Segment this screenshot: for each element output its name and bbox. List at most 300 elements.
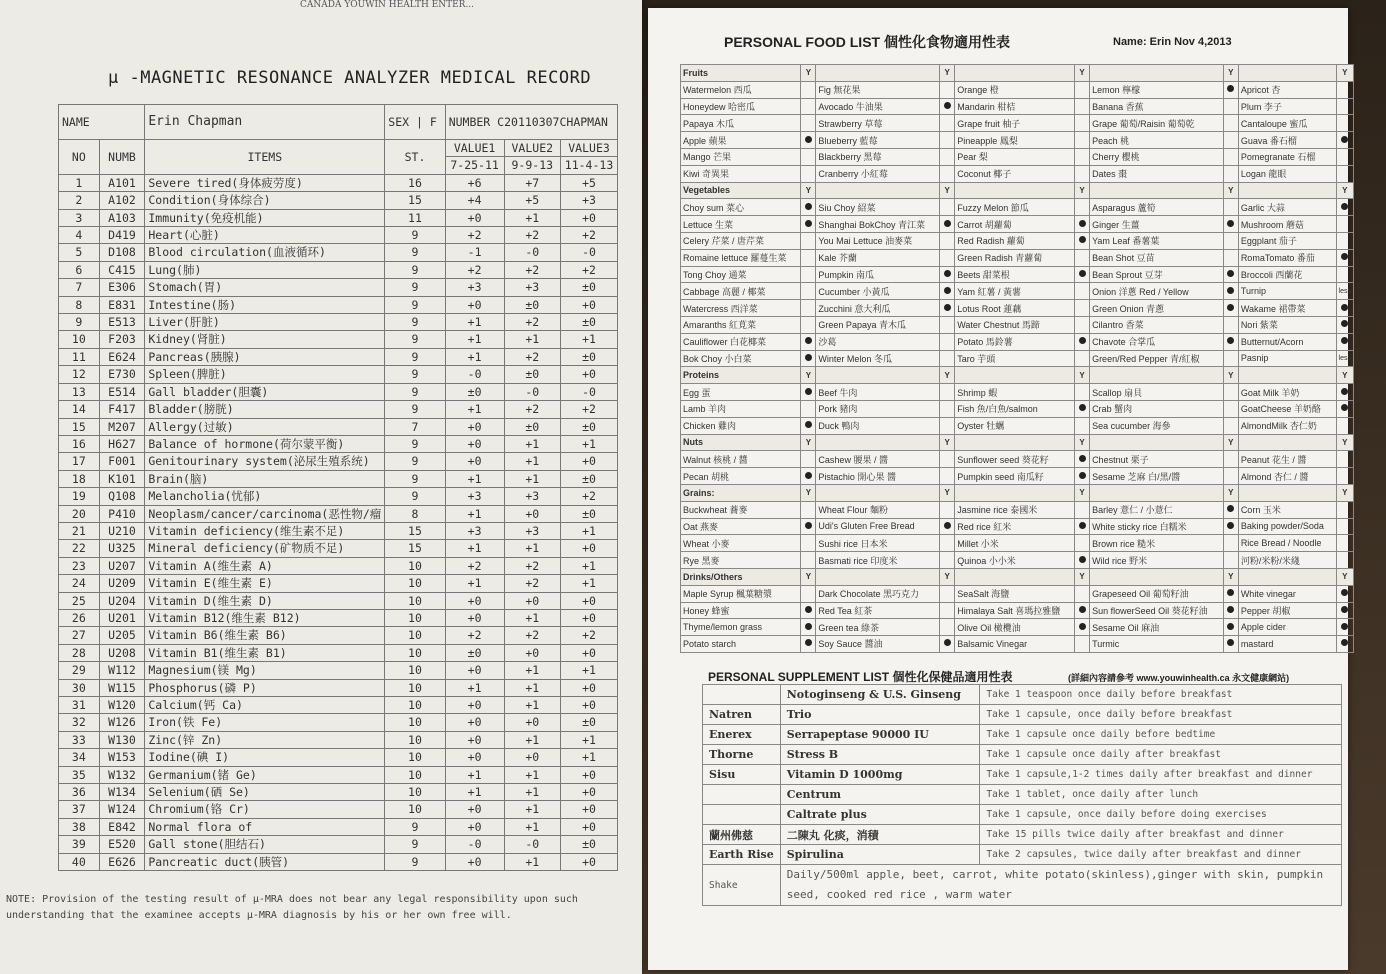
mra-table (58, 104, 618, 871)
table-row (59, 644, 618, 661)
row-standard: 15 (385, 192, 445, 209)
food-item: Cranberry 小紅莓 (816, 165, 940, 182)
food-row (681, 552, 1354, 569)
row-standard: 9 (385, 401, 445, 418)
row-value3: +0 (561, 801, 618, 818)
food-item: Grape 葡萄/Raisin 葡萄乾 (1090, 115, 1224, 132)
dot-mark (1341, 304, 1348, 311)
supplement-brand: Thorne (703, 745, 781, 765)
row-no: 4 (59, 227, 100, 244)
food-item: Mandarin 柑桔 (955, 98, 1075, 115)
page-title: μ -MAGNETIC RESONANCE ANALYZER MEDICAL RECORD (108, 68, 592, 88)
table-row (59, 662, 618, 679)
row-value1: +0 (445, 714, 504, 731)
row-item: Genitourinary system(泌尿生殖系统) (145, 453, 385, 470)
section-label: Grains: (681, 484, 801, 501)
food-item: Lemon 檸檬 (1090, 81, 1224, 98)
food-mark (940, 602, 955, 619)
row-value1: ±0 (445, 383, 504, 400)
food-mark (1223, 400, 1238, 417)
food-item: Udi's Gluten Free Bread (816, 518, 940, 535)
food-row (681, 602, 1354, 619)
food-item: Peanut 花生 / 醬 (1238, 451, 1336, 468)
food-mark (1336, 518, 1353, 535)
row-standard: 9 (385, 296, 445, 313)
row-item: Zinc(锌 Zn) (145, 731, 385, 748)
food-item: Strawberry 草莓 (816, 115, 940, 132)
food-item: Sunflower seed 葵花籽 (955, 451, 1075, 468)
row-value3: +2 (561, 627, 618, 644)
row-item: Selenium(硒 Se) (145, 784, 385, 801)
row-standard: 10 (385, 662, 445, 679)
food-section-header (681, 367, 1354, 384)
food-mark (940, 535, 955, 552)
row-value3: +0 (561, 679, 618, 696)
row-item: Condition(身体综合) (145, 192, 385, 209)
row-item: Brain(脑) (145, 470, 385, 487)
date-2: 9-9-13 (504, 157, 561, 174)
row-value1: +2 (445, 227, 504, 244)
food-mark (1336, 384, 1353, 401)
food-item: Wheat 小麥 (681, 535, 801, 552)
food-mark (801, 216, 816, 233)
row-item: Lung(肺) (145, 261, 385, 278)
row-value3: +0 (561, 766, 618, 783)
supplement-row (703, 785, 1342, 805)
y-column-label: Y (940, 568, 955, 585)
food-mark (801, 115, 816, 132)
sex-label: SEX (388, 114, 410, 129)
food-mark (1075, 400, 1090, 417)
food-mark (1336, 417, 1353, 434)
food-item: Carrot 胡蘿蔔 (955, 216, 1075, 233)
dot-mark (944, 639, 951, 646)
dot-mark (1227, 85, 1234, 92)
food-row (681, 266, 1354, 283)
supplement-brand (703, 785, 781, 805)
row-value3: +0 (561, 540, 618, 557)
dot-mark (805, 220, 812, 227)
food-mark (940, 350, 955, 367)
row-value3: -0 (561, 244, 618, 261)
row-code: W126 (99, 714, 145, 731)
food-mark (1223, 283, 1238, 300)
row-code: D108 (99, 244, 145, 261)
food-list-title: PERSONAL FOOD LIST 個性化食物適用性表 (724, 34, 1010, 50)
section-spacer (1090, 434, 1224, 451)
row-item: Chromium(铬 Cr) (145, 801, 385, 818)
row-no: 31 (59, 697, 100, 714)
dot-mark (1227, 337, 1234, 344)
food-item: Banana 香蕉 (1090, 98, 1224, 115)
row-item: Liver(肝脏) (145, 314, 385, 331)
row-no: 2 (59, 192, 100, 209)
food-row (681, 518, 1354, 535)
dot-mark (1341, 404, 1348, 411)
row-standard: 9 (385, 261, 445, 278)
food-mark (940, 501, 955, 518)
row-standard: 15 (385, 522, 445, 539)
row-value2: -0 (504, 836, 561, 853)
food-item: 河粉/米粉/米綫 (1238, 552, 1336, 569)
food-mark (1336, 148, 1353, 165)
food-mark (801, 451, 816, 468)
table-row (59, 470, 618, 487)
row-value2: +2 (504, 401, 561, 418)
table-row (59, 627, 618, 644)
table-row (59, 279, 618, 296)
food-item: Lamb 羊肉 (681, 400, 801, 417)
row-value3: +1 (561, 557, 618, 574)
row-value1: +0 (445, 435, 504, 452)
row-value3: +0 (561, 697, 618, 714)
food-mark (1075, 132, 1090, 149)
row-item: Neoplasm/cancer/carcinoma(恶性物/瘤 (145, 505, 385, 522)
row-code: F417 (99, 401, 145, 418)
food-mark (940, 333, 955, 350)
row-value2: +1 (504, 435, 561, 452)
food-row (681, 501, 1354, 518)
food-item: Turmic (1090, 636, 1224, 653)
y-column-label: Y (1223, 434, 1238, 451)
row-value3: +2 (561, 227, 618, 244)
row-value3: ±0 (561, 836, 618, 853)
row-item: Melancholia(忧郁) (145, 488, 385, 505)
dot-mark (944, 287, 951, 294)
dot-mark (1227, 606, 1234, 613)
food-mark (801, 283, 816, 300)
food-mark (1336, 199, 1353, 216)
food-mark (1075, 266, 1090, 283)
food-table (680, 64, 1354, 653)
dot-mark (1079, 606, 1086, 613)
row-value3: ±0 (561, 418, 618, 435)
row-value1: -0 (445, 836, 504, 853)
sex-value: F (429, 114, 437, 129)
dot-mark (1341, 203, 1348, 210)
row-value2: +0 (504, 749, 561, 766)
y-column-label: Y (940, 182, 955, 199)
y-column-label: Y (940, 65, 955, 82)
row-value2: +1 (504, 540, 561, 557)
food-mark (1075, 232, 1090, 249)
food-section-header (681, 434, 1354, 451)
food-item: Pineapple 鳳梨 (955, 132, 1075, 149)
row-standard: 9 (385, 453, 445, 470)
dot-mark (805, 354, 812, 361)
food-item: Taro 芋頭 (955, 350, 1075, 367)
row-item: Mineral deficiency(矿物质不足) (145, 540, 385, 557)
food-item: Blueberry 藍莓 (816, 132, 940, 149)
row-no: 1 (59, 174, 100, 191)
food-row (681, 316, 1354, 333)
food-mark (1223, 619, 1238, 636)
food-item: Choy sum 菜心 (681, 199, 801, 216)
row-code: C415 (99, 261, 145, 278)
section-spacer (1238, 434, 1336, 451)
row-no: 24 (59, 575, 100, 592)
row-code: E624 (99, 348, 145, 365)
section-spacer (955, 182, 1075, 199)
food-item: Shrimp 蝦 (955, 384, 1075, 401)
food-mark (940, 300, 955, 317)
row-item: Severe tired(身体疲劳度) (145, 174, 385, 191)
row-standard: 9 (385, 853, 445, 870)
food-mark (801, 350, 816, 367)
food-mark (1075, 199, 1090, 216)
dot-mark (1341, 320, 1348, 327)
row-item: Iodine(碘 I) (145, 749, 385, 766)
food-mark (1336, 501, 1353, 518)
row-value2: +1 (504, 209, 561, 226)
food-mark (940, 232, 955, 249)
dot-mark (1227, 270, 1234, 277)
y-column-label: Y (1223, 367, 1238, 384)
number-cell (445, 105, 617, 140)
row-value3: +0 (561, 644, 618, 661)
col-no: NO (59, 140, 100, 175)
food-item: Sesame 芝麻 白/黑/醬 (1090, 468, 1224, 485)
food-item: Honey 蜂蜜 (681, 602, 801, 619)
food-row (681, 400, 1354, 417)
table-row (59, 314, 618, 331)
name-label: NAME (59, 105, 145, 140)
row-code: W134 (99, 784, 145, 801)
row-no: 7 (59, 279, 100, 296)
row-no: 19 (59, 488, 100, 505)
row-standard: 9 (385, 314, 445, 331)
row-value2: +2 (504, 627, 561, 644)
row-item: Calcium(钙 Ca) (145, 697, 385, 714)
row-code: E520 (99, 836, 145, 853)
section-spacer (816, 484, 940, 501)
table-row (59, 766, 618, 783)
row-code: U210 (99, 522, 145, 539)
food-item: mastard (1238, 636, 1336, 653)
row-item: Vitamin B12(维生素 B12) (145, 609, 385, 626)
row-standard: 9 (385, 383, 445, 400)
food-item: Olive Oil 橄欖油 (955, 619, 1075, 636)
row-no: 11 (59, 348, 100, 365)
row-code: E306 (99, 279, 145, 296)
row-value1: +0 (445, 662, 504, 679)
row-code: U325 (99, 540, 145, 557)
table-row (59, 557, 618, 574)
row-no: 23 (59, 557, 100, 574)
food-mark (1223, 232, 1238, 249)
food-mark (1223, 316, 1238, 333)
row-value2: +2 (504, 575, 561, 592)
food-mark (801, 518, 816, 535)
row-value2: +1 (504, 470, 561, 487)
food-mark (940, 283, 955, 300)
food-item: Baking powder/Soda (1238, 518, 1336, 535)
food-mark (1223, 148, 1238, 165)
dot-mark (1341, 623, 1348, 630)
row-value3: +0 (561, 209, 618, 226)
food-mark (1223, 636, 1238, 653)
row-item: Intestine(肠) (145, 296, 385, 313)
food-row (681, 148, 1354, 165)
food-section-header (681, 568, 1354, 585)
row-item: Bladder(膀胱) (145, 401, 385, 418)
food-mark (1223, 602, 1238, 619)
row-no: 28 (59, 644, 100, 661)
food-mark (801, 333, 816, 350)
row-standard: 9 (385, 348, 445, 365)
food-item: SeaSalt 海鹽 (955, 585, 1075, 602)
food-mark (940, 636, 955, 653)
food-item: Blackberry 黑莓 (816, 148, 940, 165)
row-standard: 10 (385, 801, 445, 818)
food-row (681, 350, 1354, 367)
table-row (59, 331, 618, 348)
row-no: 6 (59, 261, 100, 278)
food-item: Millet 小米 (955, 535, 1075, 552)
table-row (59, 505, 618, 522)
row-standard: 10 (385, 784, 445, 801)
table-row (59, 784, 618, 801)
shake-label: Shake (703, 865, 781, 906)
row-value2: ±0 (504, 366, 561, 383)
food-list-sheet (648, 8, 1351, 970)
table-row (59, 714, 618, 731)
row-code: W132 (99, 766, 145, 783)
supplement-brand: Enerex (703, 725, 781, 745)
row-value2: -0 (504, 244, 561, 261)
supplement-brand: Earth Rise (703, 845, 781, 865)
row-code: U208 (99, 644, 145, 661)
supplement-product: Trio (780, 705, 980, 725)
row-value1: +0 (445, 749, 504, 766)
section-spacer (1238, 182, 1336, 199)
dot-mark (1227, 639, 1234, 646)
row-item: Immunity(免疫机能) (145, 209, 385, 226)
supplement-brand: Natren (703, 705, 781, 725)
table-row (59, 836, 618, 853)
row-value2: +1 (504, 662, 561, 679)
row-value3: +5 (561, 174, 618, 191)
row-item: Balance of hormone(荷尔蒙平衡) (145, 435, 385, 452)
food-mark (940, 518, 955, 535)
food-mark (1223, 249, 1238, 266)
row-no: 33 (59, 731, 100, 748)
y-column-label: Y (1336, 568, 1353, 585)
food-mark (801, 501, 816, 518)
row-code: H627 (99, 435, 145, 452)
row-standard: 11 (385, 209, 445, 226)
row-value2: +2 (504, 314, 561, 331)
supplement-instruction: Take 15 pills twice daily after breakfast and dinner (980, 825, 1342, 845)
food-mark (1336, 81, 1353, 98)
table-row (59, 679, 618, 696)
food-item: Rice Bread / Noodle (1238, 535, 1336, 552)
food-mark (1336, 585, 1353, 602)
food-mark (1223, 501, 1238, 518)
section-spacer (955, 568, 1075, 585)
food-item: Siu Choy 紹菜 (816, 199, 940, 216)
dot-mark (805, 472, 812, 479)
row-value1: +0 (445, 801, 504, 818)
food-mark (1336, 636, 1353, 653)
dot-mark (805, 421, 812, 428)
food-mark (1336, 98, 1353, 115)
food-item: Dates 棗 (1090, 165, 1224, 182)
food-mark (801, 98, 816, 115)
food-item: Peach 桃 (1090, 132, 1224, 149)
food-item: Sesame Oil 麻油 (1090, 619, 1224, 636)
row-code: E730 (99, 366, 145, 383)
food-item: Cabbage 高麗 / 椰菜 (681, 283, 801, 300)
supplement-instruction: Take 1 capsule, once daily before doing exercises (980, 805, 1342, 825)
row-value3: ±0 (561, 714, 618, 731)
y-column-label: Y (801, 568, 816, 585)
row-value3: +0 (561, 784, 618, 801)
row-value2: +0 (504, 644, 561, 661)
row-value3: +2 (561, 488, 618, 505)
food-mark (940, 216, 955, 233)
food-item: Plum 李子 (1238, 98, 1336, 115)
food-item: Bean Shot 豆苗 (1090, 249, 1224, 266)
row-code: W153 (99, 749, 145, 766)
dot-mark (1079, 623, 1086, 630)
food-item: Nori 紫菜 (1238, 316, 1336, 333)
supplement-row (703, 725, 1342, 745)
food-item: Avocado 牛油果 (816, 98, 940, 115)
row-value2: +2 (504, 227, 561, 244)
food-item: Green Papaya 青木瓜 (816, 316, 940, 333)
section-label: Proteins (681, 367, 801, 384)
dot-mark (1341, 253, 1348, 260)
row-item: Magnesium(镁 Mg) (145, 662, 385, 679)
table-row (59, 453, 618, 470)
row-value2: +5 (504, 192, 561, 209)
food-item: Buckwheat 蕎麥 (681, 501, 801, 518)
row-value1: +1 (445, 540, 504, 557)
supplement-product: Spirulina (780, 845, 980, 865)
col-value3: VALUE3 (561, 140, 618, 157)
row-value1: +4 (445, 192, 504, 209)
row-value1: +1 (445, 784, 504, 801)
dot-mark (805, 639, 812, 646)
row-no: 15 (59, 418, 100, 435)
food-mark (1336, 132, 1353, 149)
food-mark (801, 249, 816, 266)
food-item: Amaranths 紅莧菜 (681, 316, 801, 333)
food-mark (1336, 266, 1353, 283)
food-item: Grape fruit 柚子 (955, 115, 1075, 132)
row-no: 36 (59, 784, 100, 801)
row-item: Vitamin E(维生素 E) (145, 575, 385, 592)
row-standard: 9 (385, 818, 445, 835)
table-row (59, 383, 618, 400)
food-item: Tong Choy 通菜 (681, 266, 801, 283)
food-row (681, 249, 1354, 266)
row-item: Spleen(脾脏) (145, 366, 385, 383)
food-list-name: Name: Erin Nov 4,2013 (1113, 36, 1232, 48)
food-mark (1075, 98, 1090, 115)
row-no: 5 (59, 244, 100, 261)
shake-row (703, 865, 1342, 906)
row-standard: 9 (385, 331, 445, 348)
food-item: Coconut 椰子 (955, 165, 1075, 182)
food-item: Water Chestnut 馬蹄 (955, 316, 1075, 333)
row-value3: +0 (561, 853, 618, 870)
food-item: Turnip (1238, 283, 1336, 300)
row-standard: 10 (385, 714, 445, 731)
table-row (59, 522, 618, 539)
food-item: Lettuce 生菜 (681, 216, 801, 233)
